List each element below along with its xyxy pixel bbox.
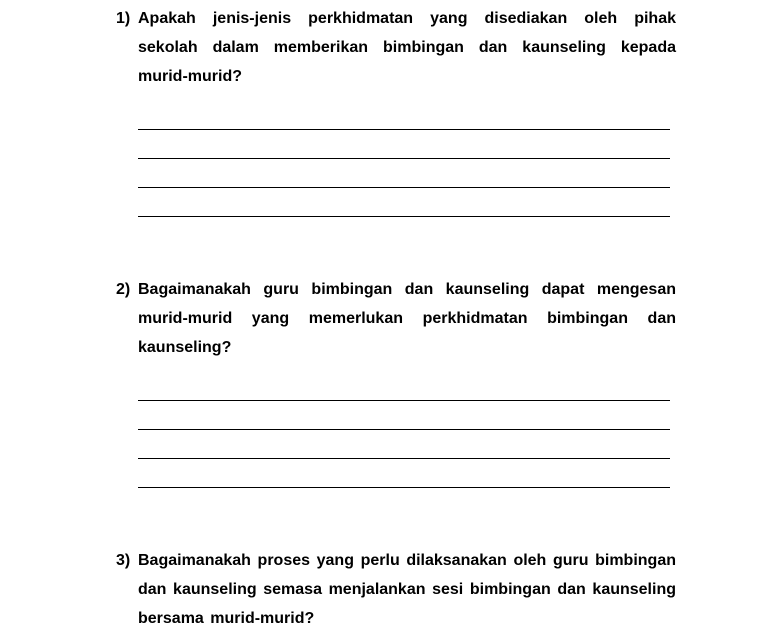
question-number: 3)	[116, 552, 131, 569]
answer-line[interactable]	[138, 129, 670, 130]
question-number: 1)	[116, 10, 131, 27]
answer-lines	[138, 400, 670, 488]
answer-line[interactable]	[138, 187, 670, 188]
question-3	[116, 546, 676, 633]
answer-line[interactable]	[138, 429, 670, 430]
question-number: 2)	[116, 281, 131, 298]
answer-line[interactable]	[138, 458, 670, 459]
answer-line[interactable]	[138, 487, 670, 488]
question-2	[116, 275, 676, 488]
answer-line[interactable]	[138, 400, 670, 401]
question-text: Apakah jenis-jenis perkhidmatan yang disediakan oleh pihak sekolah dalam memberikan bimbingan dan kaunseling kepada murid-murid?	[138, 10, 676, 85]
question-text: Bagaimanakah proses yang perlu dilaksanakan oleh guru bimbingan dan kaunseling semasa menjalankan sesi bimbingan dan kaunseling bersama murid-murid?	[138, 552, 676, 627]
question-text: Bagaimanakah guru bimbingan dan kaunseling dapat mengesan murid-murid yang memerlukan perkhidmatan bimbingan dan kaunseling?	[138, 281, 676, 356]
answer-line[interactable]	[138, 158, 670, 159]
answer-lines	[138, 129, 670, 217]
question-1	[116, 4, 676, 217]
answer-line[interactable]	[138, 216, 670, 217]
